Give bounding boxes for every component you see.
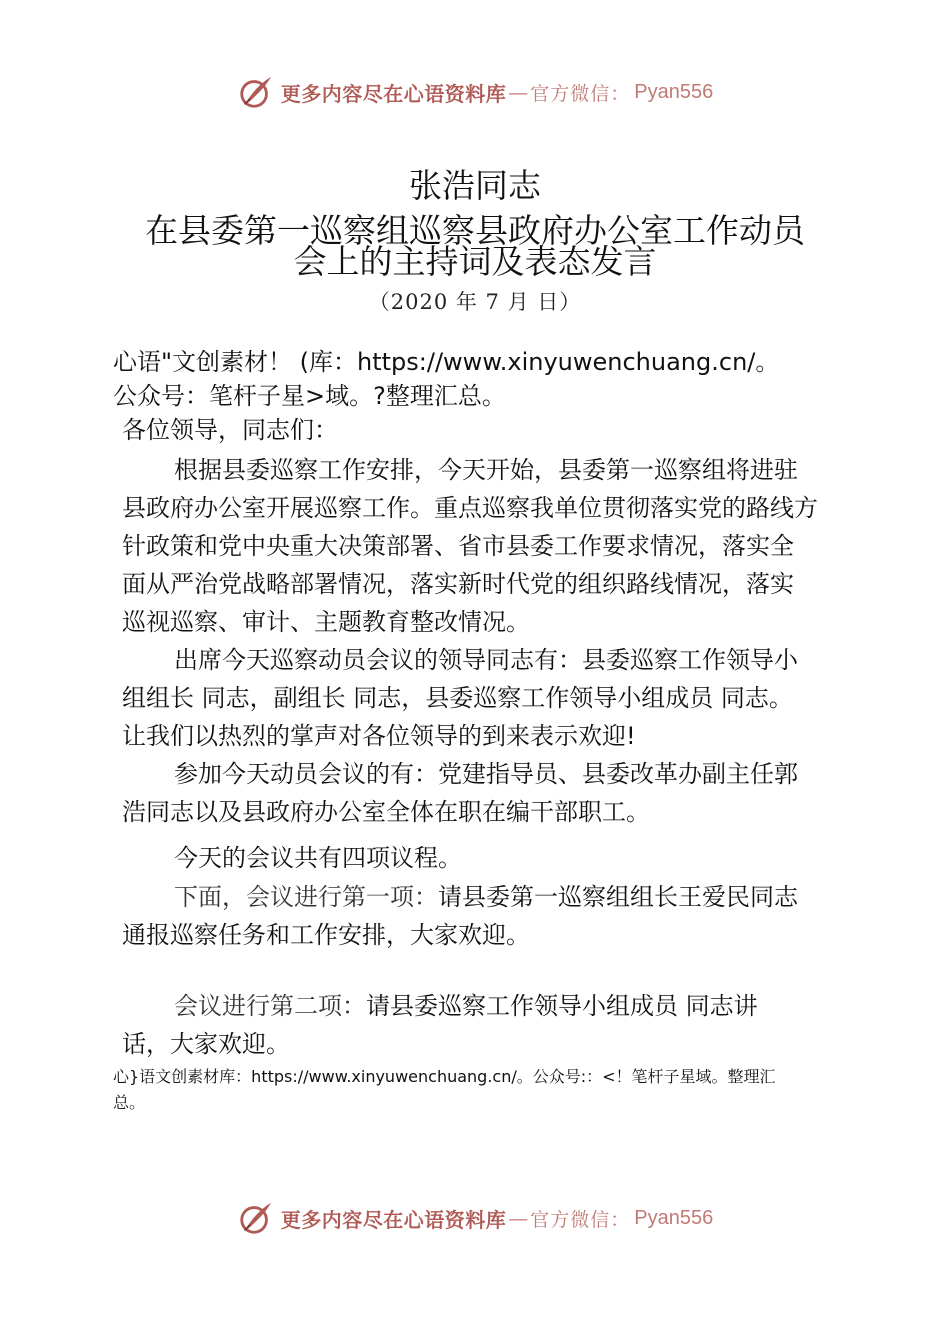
agenda-item-1-text: 请县委第一巡察组组长王爱民同志 bbox=[438, 883, 798, 911]
page-title-line3: 会上的主持词及表态发言 bbox=[293, 242, 657, 281]
page-title-line1: 张浩同志 bbox=[409, 166, 541, 205]
document-date: （2020 年 7 月 日） bbox=[368, 290, 582, 314]
paragraph-6-line1 bbox=[174, 991, 758, 1021]
banner-wechat-label: 官方微信： bbox=[530, 1208, 631, 1231]
paragraph-1-line: 根据县委巡察工作安排，今天开始，县委第一巡察组将进驻 bbox=[174, 456, 798, 484]
paragraph-2-line: 让我们以热烈的掌声对各位领导的到来表示欢迎! bbox=[122, 722, 636, 750]
paragraph-5-line1 bbox=[174, 882, 798, 912]
paragraph-6-line2: 话，大家欢迎。 bbox=[122, 1030, 290, 1058]
paragraph-3-line: 浩同志以及县政府办公室全体在职在编干部职工。 bbox=[122, 798, 650, 826]
source-note-line1: 心语"文创素材！ (库：https://www.xinyuwenchuang.cn/。 bbox=[113, 348, 780, 376]
paragraph-1-line: 针政策和党中央重大决策部署、省市县委工作要求情况，落实全 bbox=[122, 532, 794, 560]
footer-note-line1: 心}语文创素材库：https://www.xinyuwenchuang.cn/。公众号:：<！笔杆子星域。整理汇 bbox=[113, 1067, 776, 1086]
paragraph-2-line: 出席今天巡察动员会议的领导同志有：县委巡察工作领导小 bbox=[174, 646, 798, 674]
banner-separator: — bbox=[508, 80, 529, 104]
banner-wechat-id: Pyan556 bbox=[634, 80, 714, 103]
bottom-banner bbox=[0, 1196, 950, 1240]
banner-separator: — bbox=[508, 1206, 529, 1230]
quill-pen-logo-icon bbox=[237, 73, 275, 111]
paragraph-3-line: 参加今天动员会议的有：党建指导员、县委改革办副主任郭 bbox=[174, 760, 798, 788]
page-title-line2: 在县委第一巡察组巡察县政府办公室工作动员 bbox=[145, 211, 805, 250]
paragraph-4: 今天的会议共有四项议程。 bbox=[174, 844, 462, 872]
paragraph-1-line: 面从严治党战略部署情况，落实新时代党的组织路线情况，落实 bbox=[122, 570, 794, 598]
source-note-line2: 公众号：笔杆子星>域。?整理汇总。 bbox=[113, 382, 506, 410]
paragraph-1-line: 县政府办公室开展巡察工作。重点巡察我单位贯彻落实党的路线方 bbox=[122, 494, 818, 522]
banner-wechat-label: 官方微信： bbox=[530, 82, 631, 105]
footer-note-line2: 总。 bbox=[113, 1093, 146, 1112]
top-banner bbox=[0, 70, 950, 114]
banner-wechat-id: Pyan556 bbox=[634, 1206, 714, 1229]
banner-text: 更多内容尽在心语资料库 bbox=[280, 81, 507, 106]
paragraph-5-line2: 通报巡察任务和工作安排，大家欢迎。 bbox=[122, 921, 530, 949]
salutation: 各位领导，同志们： bbox=[122, 416, 338, 444]
agenda-item-1-lead: 下面，会议进行第一项： bbox=[174, 883, 438, 911]
agenda-item-2-text: 请县委巡察工作领导小组成员 同志讲 bbox=[366, 992, 758, 1020]
agenda-item-2-lead: 会议进行第二项： bbox=[174, 992, 366, 1020]
paragraph-1-line: 巡视巡察、审计、主题教育整改情况。 bbox=[122, 608, 530, 636]
banner-text: 更多内容尽在心语资料库 bbox=[280, 1207, 507, 1232]
quill-pen-logo-icon bbox=[237, 1199, 275, 1237]
paragraph-2-line: 组组长 同志，副组长 同志，县委巡察工作领导小组成员 同志。 bbox=[122, 684, 793, 712]
